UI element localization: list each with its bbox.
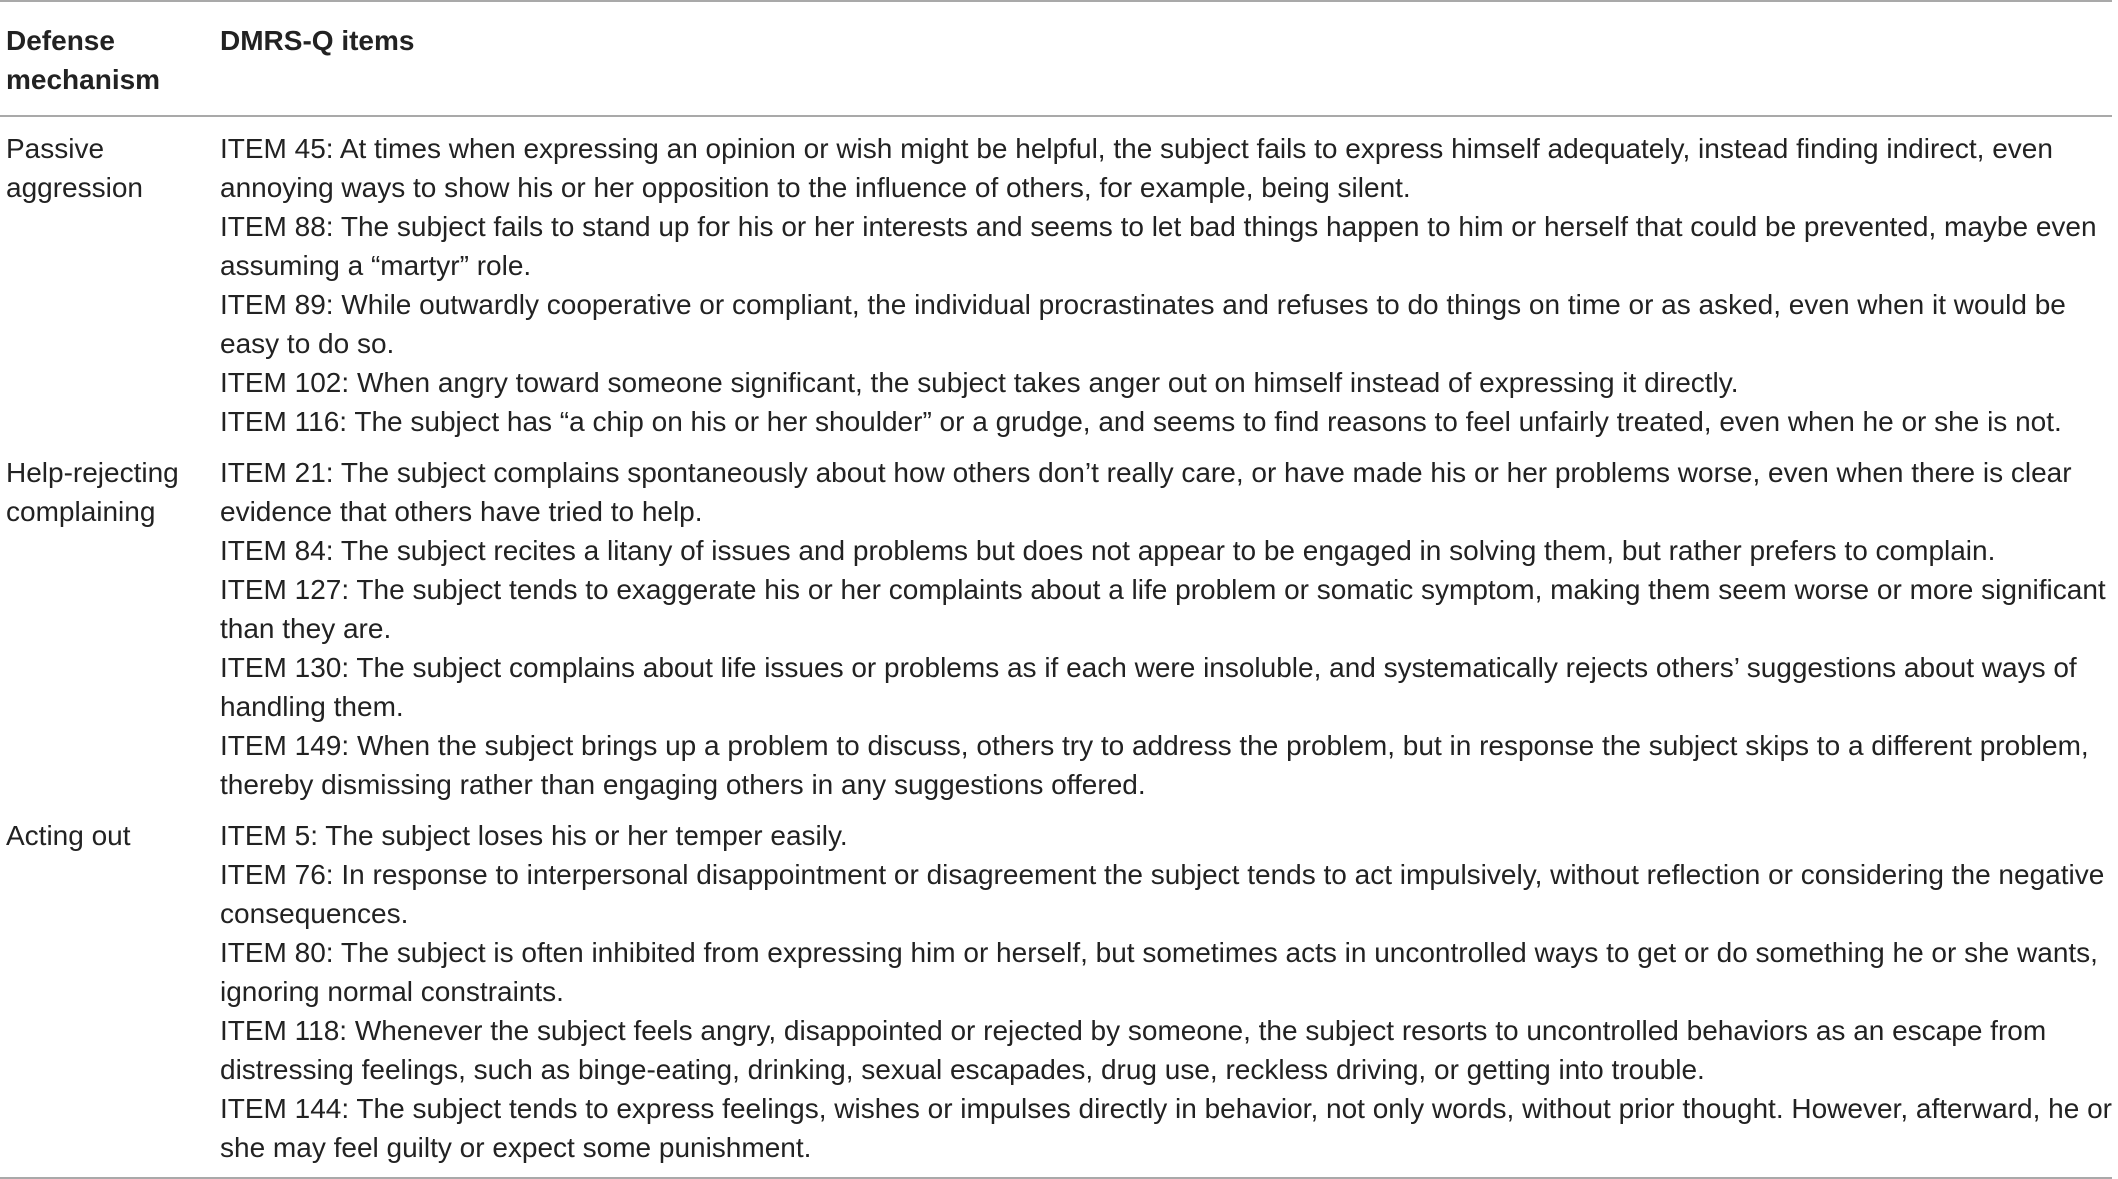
table-row [0,116,2112,441]
item-text: ITEM 149: When the subject brings up a problem to discuss, others try to address the problem, but in response the subject skips to a different problem, thereby dismissing rather than engaging others in any suggestions offered. [220,730,2089,800]
item-text: ITEM 45: At times when expressing an opinion or wish might be helpful, the subject fails to express himself adequately, instead finding indirect, even annoying ways to show his or her opposition to the influence of others, for example, being silent. [220,133,2053,203]
mechanism-cell: Help-rejecting complaining [6,457,179,527]
item-text: ITEM 80: The subject is often inhibited from expressing him or herself, but sometimes acts in uncontrolled ways to get or do something he or she wants, ignoring normal constraints. [220,937,2098,1007]
item-text: ITEM 76: In response to interpersonal disappointment or disagreement the subject tends to act impulsively, without reflection or considering the negative consequences. [220,859,2105,929]
table-header-row [0,1,2112,116]
item-text: ITEM 144: The subject tends to express feelings, wishes or impulses directly in behavior, not only words, without prior thought. However, afterward, he or she may feel guilty or expect some punishment. [220,1093,2112,1163]
items-cell [218,116,2112,441]
item-text: ITEM 130: The subject complains about life issues or problems as if each were insoluble, and systematically rejects others’ suggestions about ways of handling them. [220,652,2077,722]
mechanism-cell: Passive aggression [6,133,143,203]
item-text: ITEM 118: Whenever the subject feels angry, disappointed or rejected by someone, the subject resorts to uncontrolled behaviors as an escape from distressing feelings, such as binge-eating, drinking, sexual escapades, drug use, reckless driving, or getting into trouble. [220,1015,2047,1085]
table-row [0,441,2112,804]
item-text: ITEM 89: While outwardly cooperative or compliant, the individual procrastinates and refuses to do things on time or as asked, even when it would be easy to do so. [220,289,2066,359]
items-cell [218,804,2112,1178]
items-cell [218,441,2112,804]
mechanism-cell: Acting out [6,820,131,851]
header-dmrs-q-items: DMRS-Q items [220,25,415,56]
header-defense-mechanism: Defense mechanism [6,25,161,95]
item-text: ITEM 21: The subject complains spontaneously about how others don’t really care, or have made his or her problems worse, even when there is clear evidence that others have tried to help. [220,457,2072,527]
item-text: ITEM 5: The subject loses his or her temper easily. [220,820,848,851]
item-text: ITEM 127: The subject tends to exaggerate his or her complaints about a life problem or somatic symptom, making them seem worse or more significant than they are. [220,574,2106,644]
item-text: ITEM 88: The subject fails to stand up for his or her interests and seems to let bad things happen to him or herself that could be prevented, maybe even assuming a “martyr” role. [220,211,2097,281]
table-row [0,804,2112,1178]
item-text: ITEM 102: When angry toward someone significant, the subject takes anger out on himself instead of expressing it directly. [220,367,1739,398]
item-text: ITEM 84: The subject recites a litany of issues and problems but does not appear to be engaged in solving them, but rather prefers to complain. [220,535,1996,566]
item-text: ITEM 116: The subject has “a chip on his or her shoulder” or a grudge, and seems to find reasons to feel unfairly treated, even when he or she is not. [220,406,2062,437]
